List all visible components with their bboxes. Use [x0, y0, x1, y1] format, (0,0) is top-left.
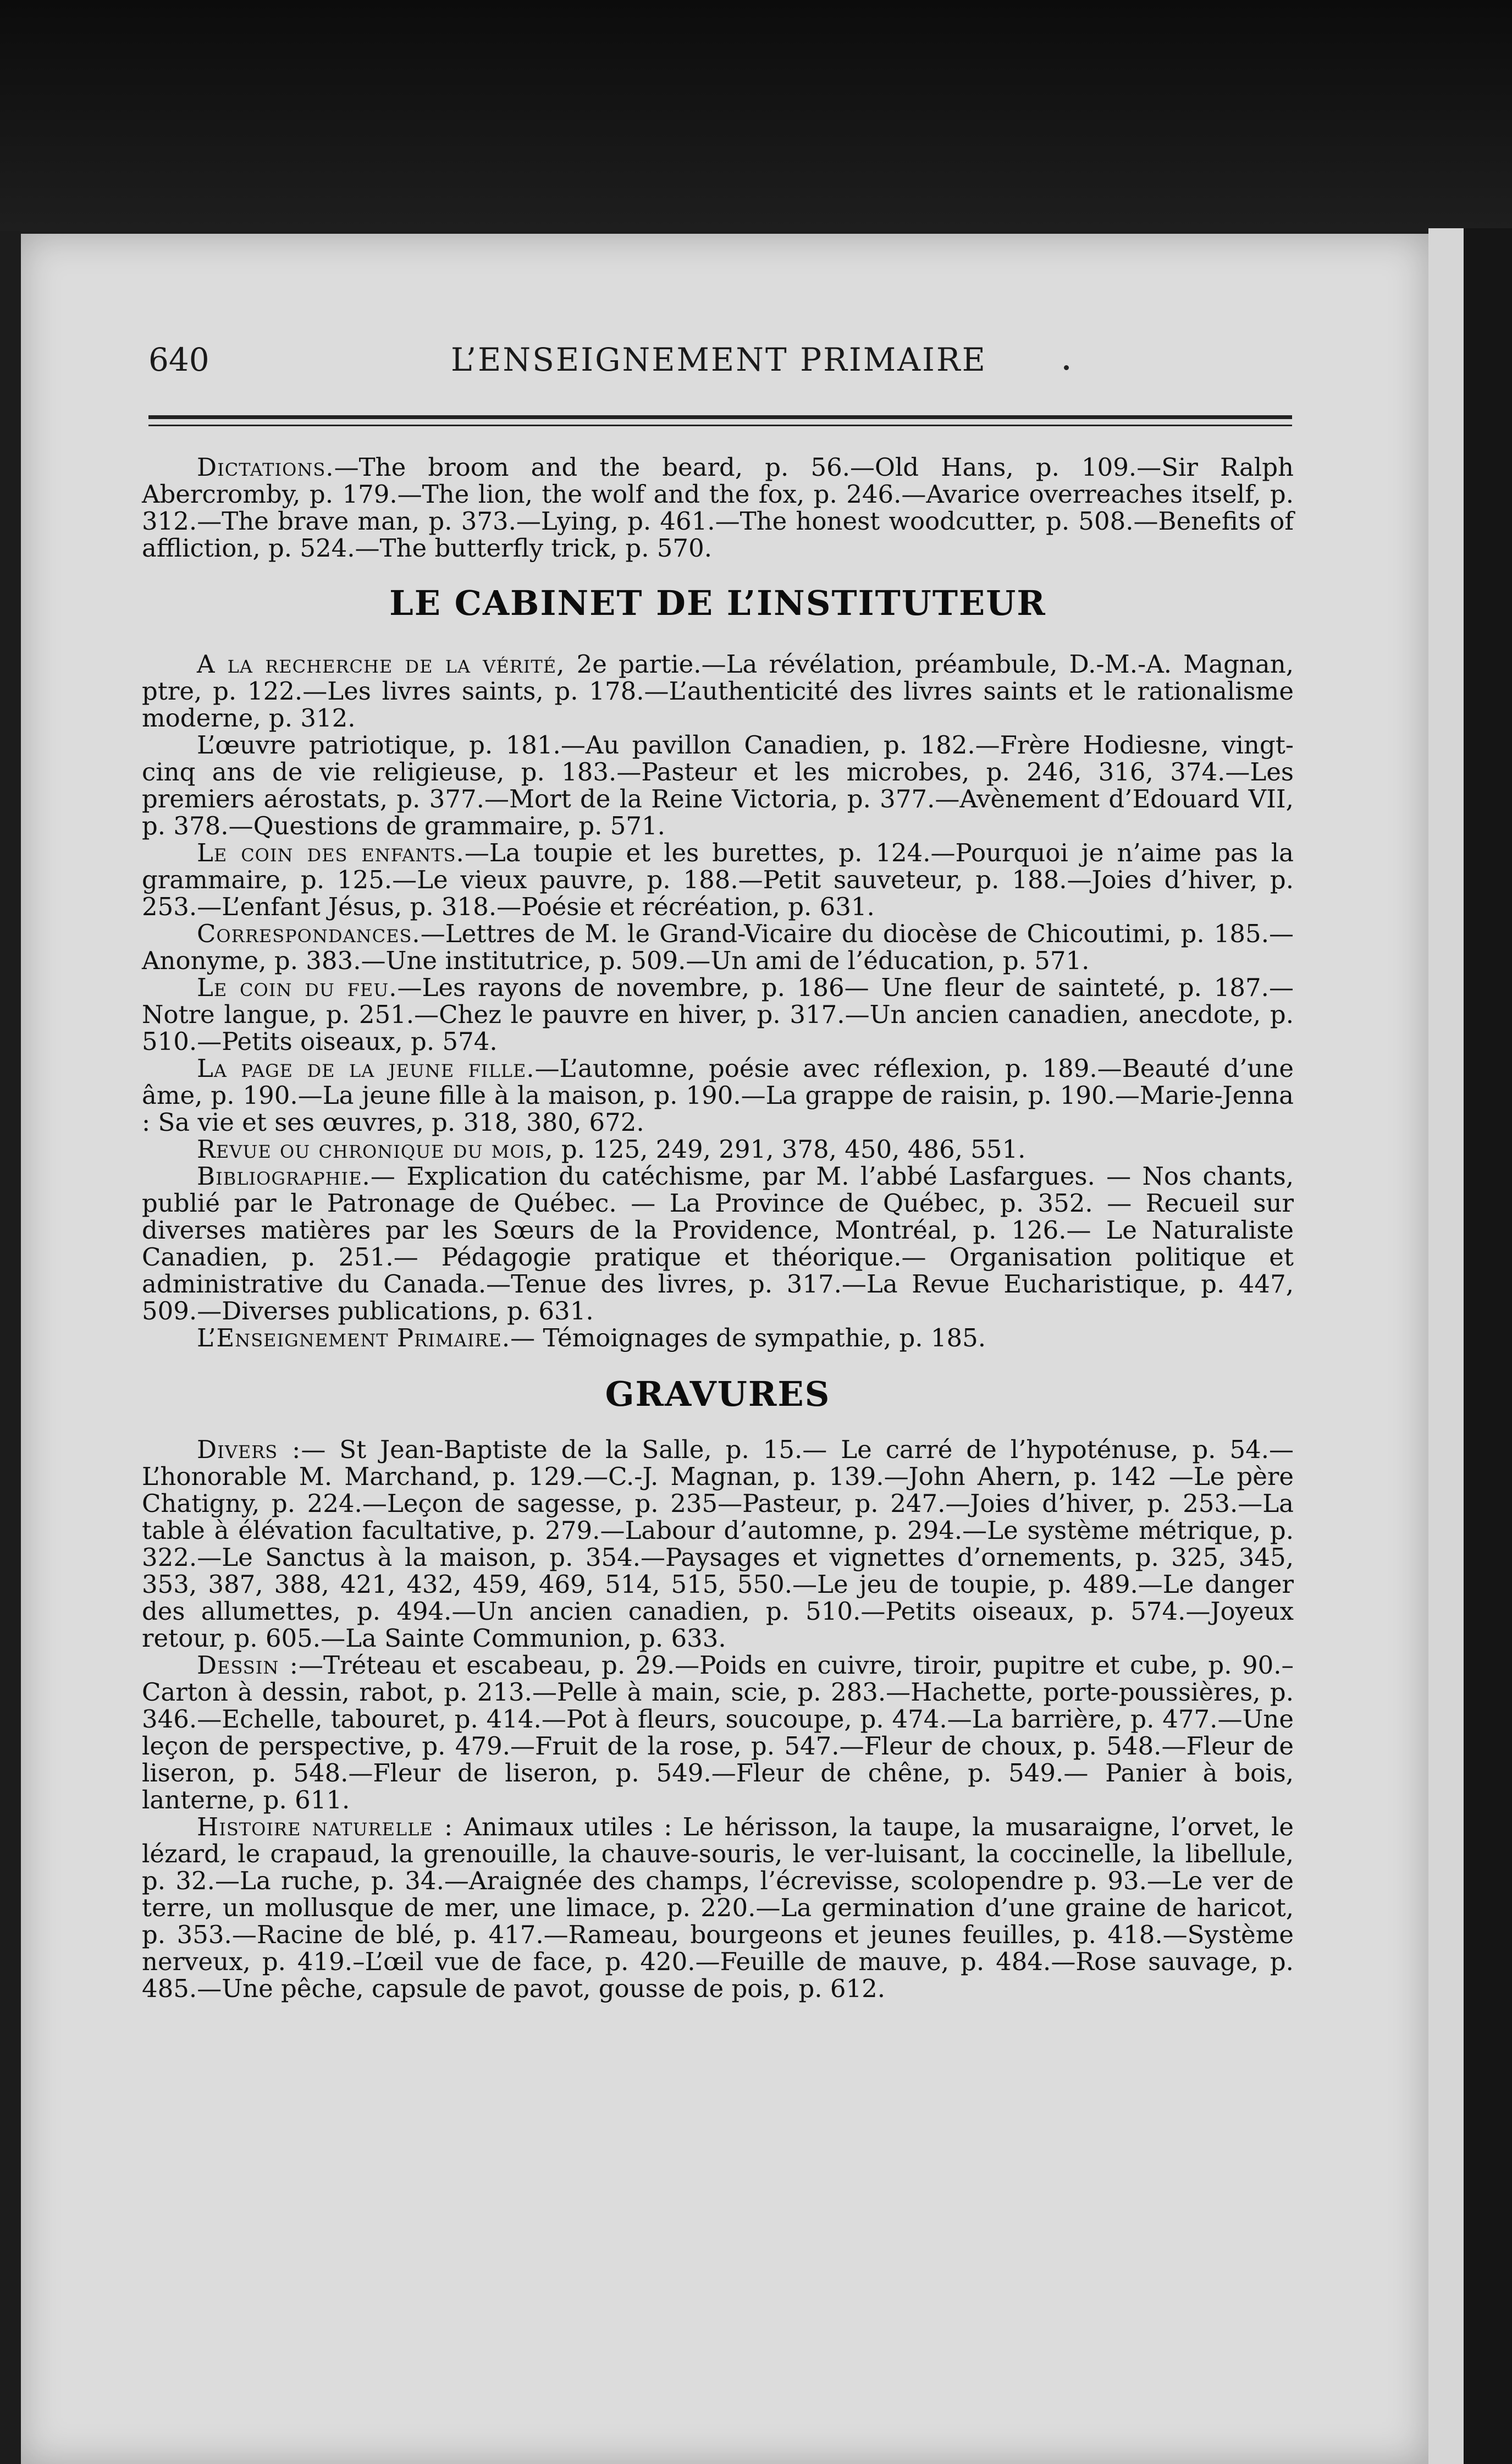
dictations-label: Dictations.: [197, 453, 334, 482]
cabinet-entry: [142, 920, 1294, 974]
film-border-top: [0, 0, 1512, 231]
entry-label: Divers :: [197, 1435, 301, 1464]
entry-label: A la recherche de la vérité,: [197, 650, 565, 679]
cabinet-entry: [142, 1324, 1294, 1351]
entry-label: Histoire naturelle :: [197, 1812, 454, 1841]
gravures-entry: [142, 1436, 1294, 1652]
header-dot-mark: [1064, 365, 1069, 370]
page-number: 640: [148, 341, 209, 378]
entry-label: La page de la jeune fille.: [197, 1054, 535, 1083]
entry-text: — Témoignages de sympathie, p. 185.: [510, 1323, 986, 1352]
gravures-entry: [142, 1652, 1294, 1813]
cabinet-entry: [142, 1163, 1294, 1324]
entry-text: L’œuvre patriotique, p. 181.—Au pavillon Canadien, p. 182.—Frère Hodiesne, vingt-cinq ans de vie religieuse, p. 183.—Pasteur et les microbes, p. 246, 316, 374.—Les premiers aérostats, p. 377.—Mort de la Reine Victoria, p. 377.—Avènement d’Edouard VII, p. 378.—Questions de grammaire, p. 571.: [142, 730, 1294, 840]
entry-text: —Lettres de M. le Grand-Vicaire du diocèse de Chicoutimi, p. 185.—Anonyme, p. 383.—Une institutrice, p. 509.—Un ami de l’éducation, p. 571.: [142, 919, 1294, 975]
entry-text: —L’automne, poésie avec réflexion, p. 189.—Beauté d’une âme, p. 190.—La jeune fille à la maison, p. 190.—La grappe de raisin, p. 190.—Marie-Jenna : Sa vie et ses œuvres, p. 318, 380, 672.: [142, 1054, 1294, 1137]
gravures-heading: GRAVURES: [605, 1374, 831, 1414]
entry-label: L’Enseignement Primaire.: [197, 1323, 511, 1352]
cabinet-entry: [142, 839, 1294, 920]
entry-label: Le coin des enfants.: [197, 838, 465, 867]
entry-text: 2e partie.—La révélation, préambule, D.-M.-A. Magnan, ptre, p. 122.—Les livres saints, p. 178.—L’authenticité des livres saints et le rationalisme moderne, p. 312.: [142, 650, 1294, 733]
gravures-entry: [142, 1813, 1294, 2002]
cabinet-entry: [142, 651, 1294, 732]
entry-text: — Explication du catéchisme, par M. l’abbé Lasfargues. — Nos chants, publié par le Patronage de Québec. — La Province de Québec, p. 352. — Recueil sur diverses matières par les Sœurs de la Providence, Montréal, p. 126.— Le Naturaliste Canadien, p. 251.— Pédagogie pratique et théorique.— Organisation politique et administrative du Canada.—Tenue des livres, p. 317.—La Revue Eucharistique, p. 447, 509.—Diverses publications, p. 631.: [142, 1162, 1294, 1326]
dictations-text: —The broom and the beard, p. 56.—Old Hans, p. 109.—Sir Ralph Abercromby, p. 179.—The lion, the wolf and the fox, p. 246.—Avarice overreaches itself, p. 312.—The brave man, p. 373.—Lying, p. 461.—The honest woodcutter, p. 508.—Benefits of affliction, p. 524.—The butterfly trick, p. 570.: [142, 453, 1294, 563]
entry-label: Le coin du feu.: [197, 973, 398, 1002]
cabinet-entry: [142, 732, 1294, 839]
dictations-paragraph: [142, 454, 1294, 562]
entry-label: Bibliographie.: [197, 1162, 371, 1191]
entry-label: Correspondances.: [197, 919, 421, 948]
cabinet-entry: [142, 1055, 1294, 1136]
entry-text: —La toupie et les burettes, p. 124.—Pourquoi je n’aime pas la grammaire, p. 125.—Le vieux pauvre, p. 188.—Petit sauveteur, p. 188.—Joies d’hiver, p. 253.—L’enfant Jésus, p. 318.—Poésie et récréation, p. 631.: [142, 838, 1294, 921]
cabinet-entry: [142, 974, 1294, 1055]
entry-text: — St Jean-Baptiste de la Salle, p. 15.— Le carré de l’hypoténuse, p. 54.— L’honorable M. Marchand, p. 129.—C.-J. Magnan, p. 139.—John Ahern, p. 142 —Le père Chatigny, p. 224.—Leçon de sagesse, p. 235—Pasteur, p. 247.—Joies d’hiver, p. 253.—La table à élévation facultative, p. 279.—Labour d’automne, p. 294.—Le système métrique, p. 322.—Le Sanctus à la maison, p. 354.—Paysages et vignettes d’ornements, p. 325, 345, 353, 387, 388, 421, 432, 459, 469, 514, 515, 550.—Le jeu de toupie, p. 489.—Le danger des allumettes, p. 494.—Un ancien canadien, p. 510.—Petits oiseaux, p. 574.—Joyeux retour, p. 605.—La Sainte Communion, p. 633.: [142, 1435, 1294, 1653]
header-rule-thick: [148, 415, 1292, 419]
cabinet-heading: LE CABINET DE L’INSTITUTEUR: [389, 583, 1046, 623]
entry-text: Animaux utiles : Le hérisson, la taupe, la musaraigne, l’orvet, le lézard, le crapaud, la grenouille, la chauve-souris, le ver-luisant, la coccinelle, la libellule, p. 32.—La ruche, p. 34.—Araignée des champs, l’écrevisse, scolopendre p. 93.—Le ver de terre, un mollusque de mer, une limace, p. 220.—La germination d’une graine de haricot, p. 353.—Racine de blé, p. 417.—Rameau, bourgeons et jeunes feuilles, p. 418.—Système nerveux, p. 419.–L’œil vue de face, p. 420.—Feuille de mauve, p. 484.—Rose sauvage, p. 485.—Une pêche, capsule de pavot, gousse de pois, p. 612.: [142, 1812, 1294, 2003]
entry-text: p. 125, 249, 291, 378, 450, 486, 551.: [553, 1135, 1026, 1164]
entry-label: Dessin :: [197, 1651, 299, 1680]
header-rule-thin: [148, 425, 1292, 426]
index-content: [142, 454, 1294, 2002]
entry-label: Revue ou chronique du mois,: [197, 1135, 554, 1164]
entry-text: —Les rayons de novembre, p. 186— Une fleur de sainteté, p. 187.—Notre langue, p. 251.—Chez le pauvre en hiver, p. 317.—Un ancien canadien, anecdote, p. 510.—Petits oiseaux, p. 574.: [142, 973, 1294, 1056]
binding-shadow: [1464, 228, 1512, 2464]
cabinet-entry: [142, 1136, 1294, 1163]
next-page-edge: [1428, 228, 1464, 2464]
entry-text: —Tréteau et escabeau, p. 29.—Poids en cuivre, tiroir, pupitre et cube, p. 90.– Carton à dessin, rabot, p. 213.—Pelle à main, scie, p. 283.—Hachette, porte-poussières, p. 346.—Echelle, tabouret, p. 414.—Pot à fleurs, soucoupe, p. 474.—La barrière, p. 477.—Une leçon de perspective, p. 479.—Fruit de la rose, p. 547.—Fleur de choux, p. 548.—Fleur de liseron, p. 548.—Fleur de liseron, p. 549.—Fleur de chêne, p. 549.— Panier à bois, lanterne, p. 611.: [142, 1651, 1294, 1814]
running-title: L’ENSEIGNEMENT PRIMAIRE: [451, 341, 987, 378]
page-header: [148, 341, 1292, 385]
